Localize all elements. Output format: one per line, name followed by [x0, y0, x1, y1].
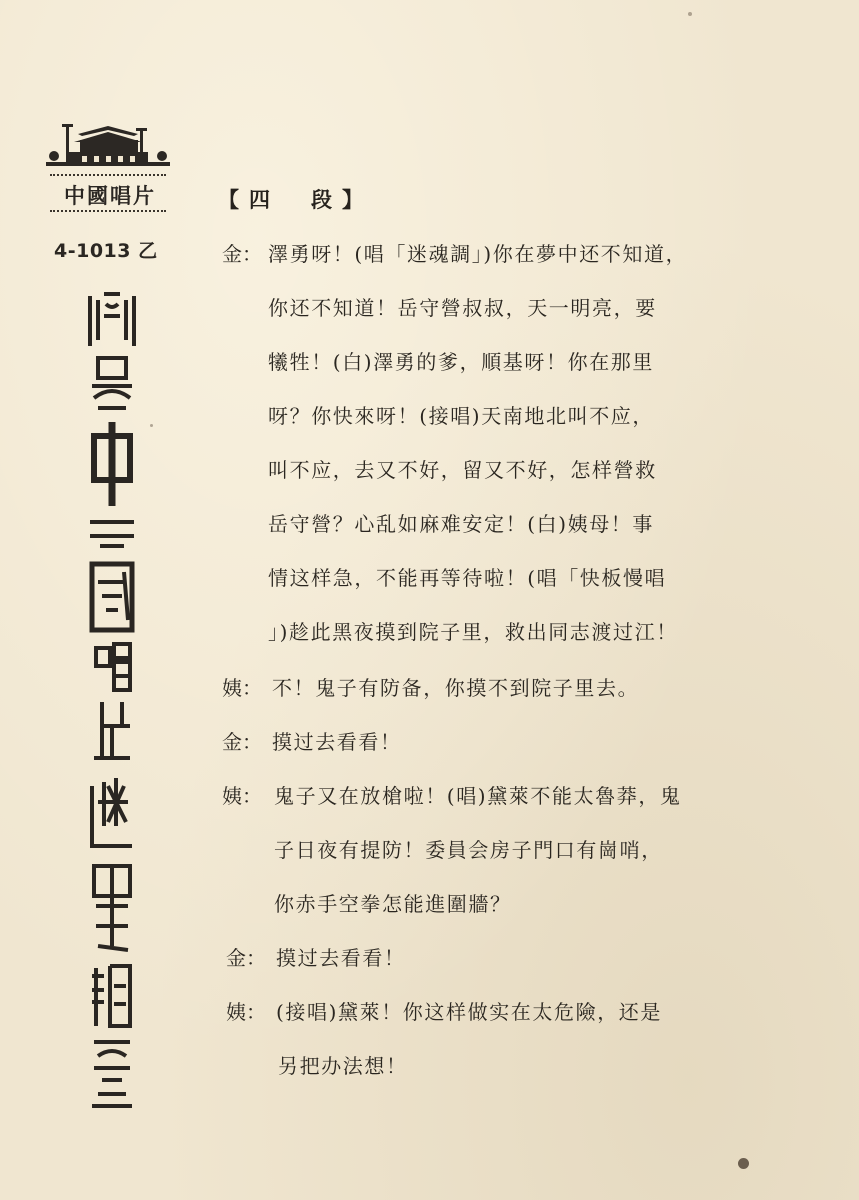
dialogue-line: 犧牲！(白)澤勇的爹，順基呀！你在那里 [268, 350, 655, 374]
decorative-title-artwork [84, 286, 140, 1112]
speaker-label: 金： [222, 242, 262, 266]
dialogue-line: 子日夜有提防！委員会房子門口有崗哨， [274, 838, 663, 862]
speaker-label: 金： [226, 946, 266, 970]
dialogue-line: 鬼子又在放槍啦！(唱)黛萊不能太魯莽，鬼 [274, 784, 682, 808]
ink-spot [688, 12, 692, 16]
dialogue-line: 呀？你快來呀！(接唱)天南地北叫不应， [268, 404, 655, 428]
dialogue-line: 不！鬼子有防备，你摸不到院子里去。 [272, 676, 640, 700]
brand-name: 中國唱片 [64, 184, 156, 208]
dialogue-line: 」)趁此黑夜摸到院子里，救出同志渡过江！ [268, 620, 678, 644]
brand-ornament-bottom [50, 210, 166, 215]
speaker-label: 金： [222, 730, 262, 754]
ink-spot [738, 1158, 749, 1169]
speaker-label: 姨： [226, 1000, 266, 1024]
dialogue-line: 另把办法想！ [278, 1054, 408, 1078]
dialogue-line: 岳守營？心乱如麻难安定！(白)姨母！事 [268, 512, 655, 536]
speaker-label: 姨： [222, 676, 262, 700]
brand-ornament-top [50, 174, 166, 179]
dialogue-line: 澤勇呀！(唱「迷魂調」)你在夢中还不知道， [268, 242, 688, 266]
dialogue-line: 摸过去看看！ [272, 730, 402, 754]
speaker-label: 姨： [222, 784, 262, 808]
catalog-number: 4-1013 乙 [54, 240, 158, 262]
dialogue-line: 你赤手空拳怎能進圍牆？ [274, 892, 512, 916]
dialogue-line: 叫不应，去又不好，留又不好，怎样營救 [268, 458, 657, 482]
record-label-logo [44, 118, 172, 218]
dialogue-line: 摸过去看看！ [276, 946, 406, 970]
vertical-title-banner [84, 286, 140, 1112]
ink-spot [150, 424, 153, 427]
dialogue-line: 情这样急，不能再等待啦！(唱「快板慢唱 [268, 566, 667, 590]
dialogue-line: 你还不知道！岳守營叔叔，天一明亮，要 [268, 296, 657, 320]
section-title: 【四 段】 [218, 187, 373, 212]
dialogue-line: (接唱)黛萊！你这样做实在太危險，还是 [276, 1000, 663, 1024]
